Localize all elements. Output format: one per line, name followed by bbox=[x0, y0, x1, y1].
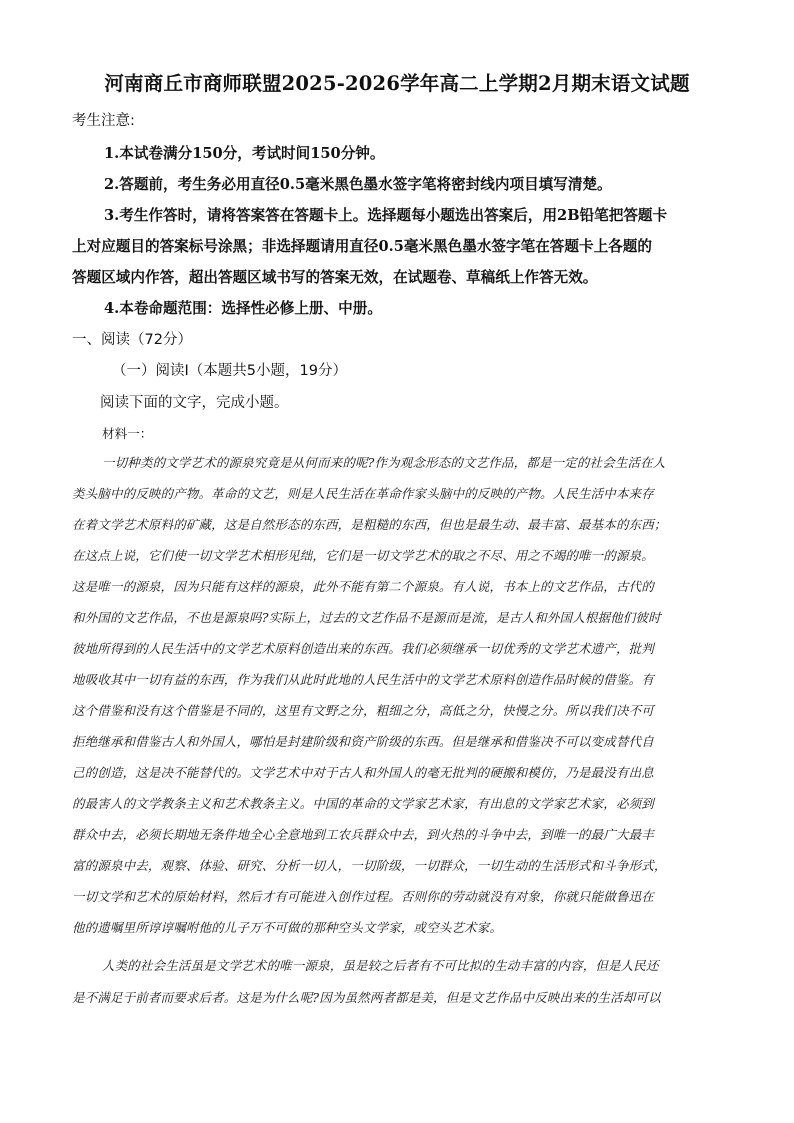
paragraph-line: 一切种类的文学艺术的源泉究竟是从何而来的呢?作为观念形态的文艺作品，都是一定的社会生活在人 bbox=[102, 455, 666, 470]
paragraph-line: 人类的社会生活虽是文学艺术的唯一源泉，虽是较之后者有不可比拟的生动丰富的内容，但是人民还 bbox=[102, 958, 659, 973]
material-label: 材料一： bbox=[102, 426, 153, 441]
notice-heading: 考生注意: bbox=[72, 113, 135, 129]
notice-line: 上对应题目的答案标号涂黑；非选择题请用直径0.5毫米黑色墨水签字笔在答题卡上各题的 bbox=[72, 238, 652, 255]
subsection-heading: （一）阅读Ⅰ（本题共5小题，19分） bbox=[112, 363, 347, 379]
paragraph-line: 在这点上说，它们使一切文学艺术相形见绌，它们是一切文学艺术的取之不尽、用之不竭的唯一的源泉。 bbox=[72, 548, 654, 563]
notice-line: 答题区域内作答，超出答题区域书写的答案无效，在试题卷、草稿纸上作答无效。 bbox=[72, 269, 598, 286]
notice-line: 1.本试卷满分150分，考试时间150分钟。 bbox=[104, 145, 385, 162]
paragraph-line: 己的创造，这是决不能替代的。文学艺术中对于古人和外国人的毫无批判的硬搬和模仿，乃是最没有出息 bbox=[72, 765, 654, 780]
paragraph-line: 他的遗嘱里所谆谆嘱咐他的儿子万不可做的那种空头文学家，或空头艺术家。 bbox=[72, 920, 503, 935]
exam-title: 河南商丘市商师联盟2025-2026学年高二上学期2月期末语文试题 bbox=[104, 72, 690, 95]
paragraph-line: 的最害人的文学教条主义和艺术教条主义。中国的革命的文学家艺术家，有出息的文学家艺术家，必须到 bbox=[72, 796, 654, 811]
paragraph-line: 群众中去，必须长期地无条件地全心全意地到工农兵群众中去，到火热的斗争中去，到唯一的最广大最丰 bbox=[72, 827, 654, 842]
paragraph-line: 类头脑中的反映的产物。革命的文艺，则是人民生活在革命作家头脑中的反映的产物。人民生活中本来存 bbox=[72, 486, 654, 501]
paragraph-line: 这是唯一的源泉，因为只能有这样的源泉，此外不能有第二个源泉。有人说，书本上的文艺作品，古代的 bbox=[72, 579, 654, 594]
notice-line: 3.考生作答时，请将答案答在答题卡上。选择题每小题选出答案后，用2B铅笔把答题卡 bbox=[104, 207, 668, 224]
paragraph-line: 是不满足于前者而要求后者。这是为什么呢?因为虽然两者都是美，但是文艺作品中反映出来的生活却可以 bbox=[72, 990, 661, 1005]
paragraph-line: 在着文学艺术原料的矿藏，这是自然形态的东西，是粗糙的东西，但也是最生动、最丰富、最基本的东西； bbox=[72, 517, 667, 532]
paragraph-line: 彼地所得到的人民生活中的文学艺术原料创造出来的东西。我们必须继承一切优秀的文学艺术遗产，批判 bbox=[72, 641, 654, 656]
paragraph-line: 这个借鉴和没有这个借鉴是不同的，这里有文野之分，粗细之分，高低之分，快慢之分。所以我们决不可 bbox=[72, 703, 654, 718]
paragraph-line: 拒绝继承和借鉴古人和外国人，哪怕是封建阶级和资产阶级的东西。但是继承和借鉴决不可以变成替代自 bbox=[72, 734, 654, 749]
paragraph-line: 和外国的文艺作品，不也是源泉吗?实际上，过去的文艺作品不是源而是流，是古人和外国人根据他们彼时 bbox=[72, 610, 661, 625]
paragraph-line: 富的源泉中去，观察、体验、研究、分析一切人，一切阶级，一切群众，一切生动的生活形式和斗争形式， bbox=[72, 858, 667, 873]
reading-instruction: 阅读下面的文字，完成小题。 bbox=[100, 395, 289, 411]
paragraph-line: 地吸收其中一切有益的东西，作为我们从此时此地的人民生活中的文学艺术原料创造作品时候的借鉴。有 bbox=[72, 672, 654, 687]
notice-line: 4.本卷命题范围：选择性必修上册、中册。 bbox=[104, 300, 382, 317]
section-heading: 一、阅读（72分） bbox=[72, 332, 192, 348]
notice-line: 2.答题前，考生务必用直径0.5毫米黑色墨水签字笔将密封线内项目填写清楚。 bbox=[104, 176, 612, 193]
paragraph-line: 一切文学和艺术的原始材料，然后才有可能进入创作过程。否则你的劳动就没有对象，你就只能做鲁迅在 bbox=[72, 889, 654, 904]
